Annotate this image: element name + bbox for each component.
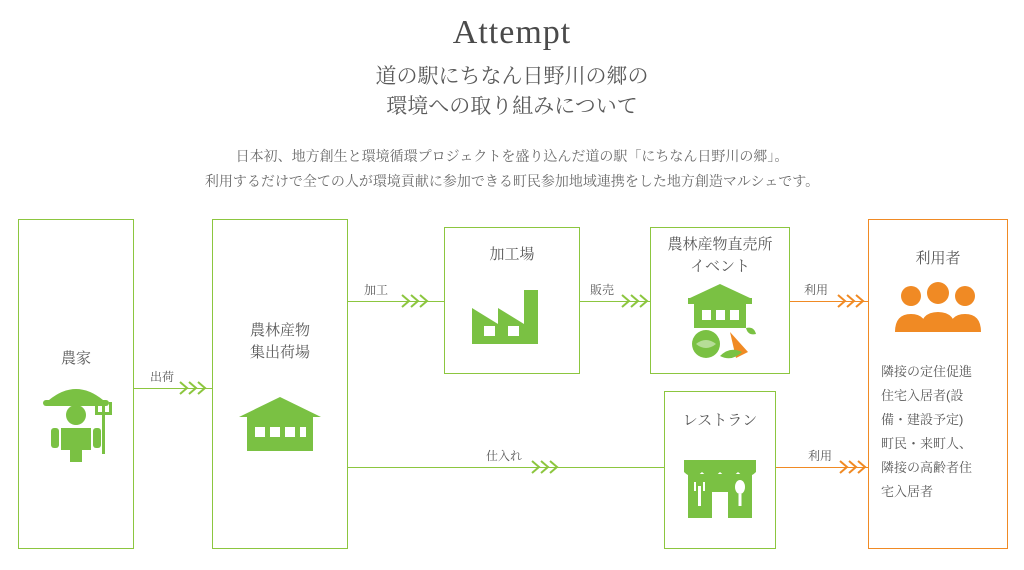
connector-label-use-bottom: 利用 [804,447,836,464]
lead-line-2: 利用するだけで全ての人が環境貢献に参加できる町民参加地域連携をした地方創造マルシェです。 [204,173,820,189]
chevron-right-icon [836,292,866,310]
connector-label-shipment: 出荷 [146,368,178,385]
node-factory[interactable] [444,227,580,374]
node-user-description-line-1: 隣接の定住促進 [881,364,973,379]
market-stall-icon [651,282,789,369]
node-farm-market[interactable] [650,227,790,374]
chevron-right-icon [838,458,868,476]
node-user-description-line-5: 隣接の高齢者住 [881,460,973,475]
connector-label-sales: 販売 [586,281,618,298]
node-user-description-line-4: 町民・来町人、 [881,436,973,451]
chevron-right-icon [530,458,560,476]
node-farm-market-label-2: イベント [689,258,750,275]
node-user-label: 利用者 [915,250,961,267]
connector-label-use-top: 利用 [800,281,832,298]
connector-label-processing: 加工 [360,281,392,298]
node-shipping-center[interactable] [212,219,348,549]
node-factory-label: 加工場 [489,246,535,263]
node-farm-market-label-1: 農林産物直売所 [667,236,773,253]
node-restaurant-label: レストラン [682,412,758,429]
node-user-description [881,360,995,504]
chevron-right-icon [620,292,650,310]
chevron-right-icon [400,292,430,310]
node-restaurant[interactable] [664,391,776,549]
lead-line-1: 日本初、地方創生と環境循環プロジェクトを盛り込んだ道の駅「にちなん日野川の郷」。 [235,148,789,164]
chevron-right-icon [178,379,208,397]
node-user[interactable] [868,219,1008,549]
node-shipping-center-label-1: 農林産物 [249,322,310,339]
node-farmer[interactable] [18,219,134,549]
connector-label-purchase: 仕入れ [482,447,526,464]
factory-icon [445,286,579,353]
page-title: Attempt [452,14,572,51]
subtitle-line-2: 環境への取り組みについて [386,95,638,118]
subtitle-line-1: 道の駅にちなん日野川の郷の [375,65,649,88]
restaurant-icon [665,454,775,525]
node-farmer-label: 農家 [60,350,91,367]
node-user-description-line-3: 備・建設予定) [881,412,964,427]
page-subtitle [0,62,1024,122]
warehouse-icon [213,395,347,460]
node-shipping-center-label-2: 集出荷場 [249,344,310,361]
node-user-description-line-2: 住宅入居者(設 [881,388,964,403]
connector-line-purchase [348,467,664,468]
people-icon [869,282,1007,339]
lead-paragraph [0,144,1024,194]
node-user-description-line-6: 宅入居者 [881,484,934,499]
farmer-icon [19,380,133,467]
